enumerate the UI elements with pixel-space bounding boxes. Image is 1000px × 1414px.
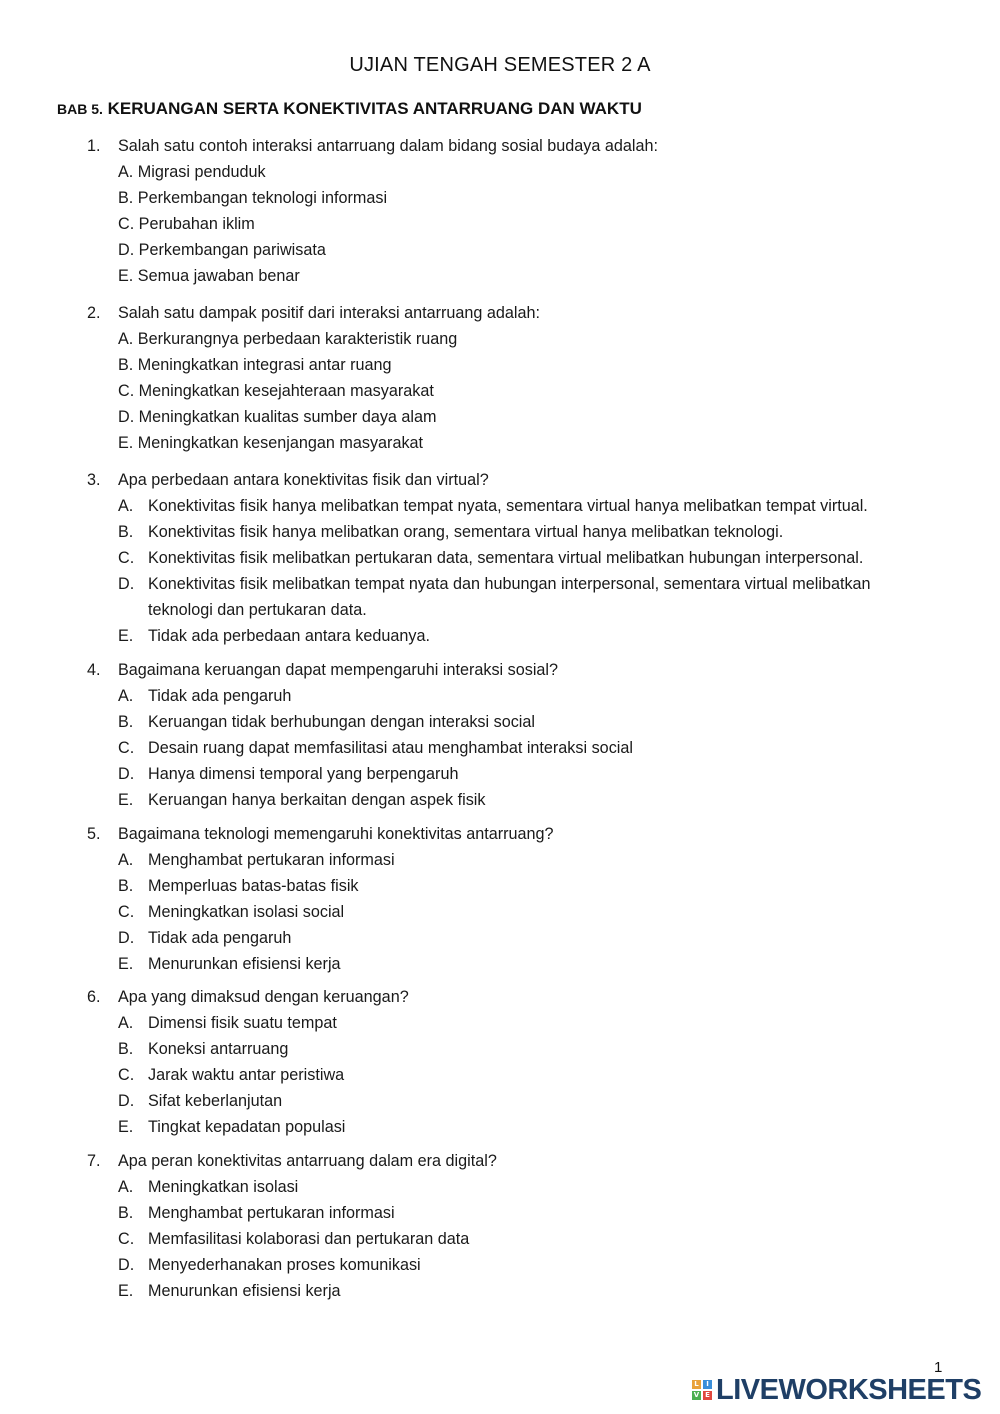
option-letter: B. — [118, 1040, 134, 1058]
answer-option[interactable] — [0, 1088, 1000, 1114]
question-header — [0, 467, 1000, 493]
answer-option[interactable]: C. Perubahan iklim — [118, 215, 255, 233]
question-text: Bagaimana teknologi memengaruhi konektivitas antarruang? — [118, 825, 554, 843]
answer-option[interactable]: E. Meningkatkan kesenjangan masyarakat — [118, 434, 424, 452]
option-text: Tidak ada pengaruh — [148, 687, 292, 705]
option-text: Konektivitas fisik melibatkan pertukaran data, sementara virtual melibatkan hubungan interpersonal. — [148, 549, 864, 567]
option-letter: A. — [118, 687, 134, 705]
option-letter: E. — [118, 955, 134, 973]
logo-grid-icon — [692, 1380, 712, 1400]
option-letter: C. — [118, 549, 135, 567]
option-letter: D. — [118, 1256, 135, 1274]
liveworksheets-logo — [692, 1374, 981, 1406]
logo-grid-cell: V — [693, 1391, 700, 1399]
option-text: Menurunkan efisiensi kerja — [148, 1282, 341, 1300]
option-letter: D. — [118, 575, 135, 593]
answer-option[interactable] — [0, 1278, 1000, 1304]
answer-option[interactable] — [0, 1010, 1000, 1036]
page-number: 1 — [934, 1359, 943, 1376]
question-header — [0, 821, 1000, 847]
question-number: 1. — [87, 137, 101, 155]
option-text: Memperluas batas-batas fisik — [148, 877, 359, 895]
question-2 — [0, 300, 1000, 456]
answer-option[interactable] — [0, 847, 1000, 873]
question-text: Salah satu dampak positif dari interaksi antarruang adalah: — [118, 304, 541, 322]
answer-option[interactable] — [0, 683, 1000, 709]
option-text: Konektivitas fisik hanya melibatkan orang, sementara virtual hanya melibatkan teknologi. — [148, 523, 784, 541]
answer-option[interactable]: A. Berkurangnya perbedaan karakteristik ruang — [118, 330, 458, 348]
question-number: 6. — [87, 988, 101, 1006]
question-header — [0, 133, 1000, 159]
option-letter: C. — [118, 903, 135, 921]
option-text: Menurunkan efisiensi kerja — [148, 955, 341, 973]
option-letter: E. — [118, 791, 134, 809]
option-text: Meningkatkan isolasi — [148, 1178, 299, 1196]
question-header — [0, 657, 1000, 683]
option-text: Keruangan tidak berhubungan dengan interaksi social — [148, 713, 535, 731]
question-text: Salah satu contoh interaksi antarruang dalam bidang sosial budaya adalah: — [118, 137, 658, 155]
option-letter: C. — [118, 739, 135, 757]
question-number: 4. — [87, 661, 101, 679]
option-text: Hanya dimensi temporal yang berpengaruh — [148, 765, 459, 783]
option-letter: D. — [118, 765, 135, 783]
option-letter: E. — [118, 1118, 134, 1136]
chapter-name: KERUANGAN SERTA KONEKTIVITAS ANTARRUANG DAN WAKTU — [102, 99, 642, 118]
answer-option[interactable] — [0, 623, 1000, 649]
question-5 — [0, 821, 1000, 977]
answer-option[interactable]: C. Meningkatkan kesejahteraan masyarakat — [118, 382, 434, 400]
answer-option[interactable]: D. Perkembangan pariwisata — [118, 241, 326, 259]
option-letter: E. — [118, 627, 134, 645]
answer-option[interactable] — [0, 493, 1000, 519]
question-text: Bagaimana keruangan dapat mempengaruhi interaksi sosial? — [118, 661, 559, 679]
answer-option[interactable]: B. Meningkatkan integrasi antar ruang — [118, 356, 392, 374]
option-letter: A. — [118, 497, 134, 515]
option-text: Koneksi antarruang — [148, 1040, 289, 1058]
option-letter: E. — [118, 1282, 134, 1300]
answer-option[interactable] — [0, 1036, 1000, 1062]
question-header — [0, 984, 1000, 1010]
option-text: Konektivitas fisik melibatkan tempat nyata dan hubungan interpersonal, sementara virtual melibatkan teknologi dan pertukaran data. — [148, 575, 871, 619]
answer-option[interactable]: E. Semua jawaban benar — [118, 267, 300, 285]
option-text: Sifat keberlanjutan — [148, 1092, 283, 1110]
option-text: Memfasilitasi kolaborasi dan pertukaran data — [148, 1230, 470, 1248]
option-letter: C. — [118, 1066, 135, 1084]
option-text: Tidak ada perbedaan antara keduanya. — [148, 627, 430, 645]
option-text: Tingkat kepadatan populasi — [148, 1118, 346, 1136]
page-title: UJIAN TENGAH SEMESTER 2 A — [349, 54, 651, 76]
question-header — [0, 1148, 1000, 1174]
chapter-prefix: BAB 5. — [57, 101, 103, 117]
question-header — [0, 300, 1000, 326]
option-letter: C. — [118, 1230, 135, 1248]
logo-grid-cell: L — [692, 1380, 701, 1389]
option-text: Desain ruang dapat memfasilitasi atau menghambat interaksi social — [148, 739, 633, 757]
question-7 — [0, 1148, 1000, 1304]
answer-option[interactable] — [0, 571, 1000, 623]
answer-option[interactable] — [0, 925, 1000, 951]
logo-grid-cell: E — [703, 1391, 712, 1400]
answer-option[interactable] — [0, 787, 1000, 813]
option-text: Keruangan hanya berkaitan dengan aspek fisik — [148, 791, 486, 809]
option-text: Menyederhanakan proses komunikasi — [148, 1256, 421, 1274]
answer-option[interactable] — [0, 1226, 1000, 1252]
option-text: Menghambat pertukaran informasi — [148, 851, 395, 869]
logo-grid-cell: I — [703, 1380, 712, 1389]
answer-option[interactable] — [0, 951, 1000, 977]
option-text: Jarak waktu antar peristiwa — [148, 1066, 345, 1084]
answer-option[interactable] — [0, 1200, 1000, 1226]
answer-option[interactable] — [0, 709, 1000, 735]
answer-option[interactable] — [0, 1062, 1000, 1088]
option-letter: B. — [118, 713, 134, 731]
answer-option[interactable]: B. Perkembangan teknologi informasi — [118, 189, 388, 207]
question-number: 2. — [87, 304, 101, 322]
answer-option[interactable] — [0, 761, 1000, 787]
option-text: Konektivitas fisik hanya melibatkan tempat nyata, sementara virtual hanya melibatkan tempat virtual. — [148, 497, 868, 515]
answer-option[interactable] — [0, 735, 1000, 761]
question-text: Apa peran konektivitas antarruang dalam era digital? — [118, 1152, 497, 1170]
question-6 — [0, 984, 1000, 1140]
question-number: 7. — [87, 1152, 101, 1170]
option-letter: A. — [118, 1014, 134, 1032]
option-letter: B. — [118, 523, 134, 541]
option-text: Menghambat pertukaran informasi — [148, 1204, 395, 1222]
answer-option[interactable] — [0, 1252, 1000, 1278]
answer-option[interactable] — [0, 1174, 1000, 1200]
question-4 — [0, 657, 1000, 813]
option-text: Meningkatkan isolasi social — [148, 903, 345, 921]
option-letter: A. — [118, 851, 134, 869]
logo-text: LIVEWORKSHEETS — [716, 1373, 982, 1406]
question-1 — [0, 133, 1000, 289]
question-text: Apa yang dimaksud dengan keruangan? — [118, 988, 409, 1006]
question-3 — [0, 467, 1000, 649]
option-letter: D. — [118, 929, 135, 947]
answer-option[interactable] — [0, 873, 1000, 899]
option-text: Dimensi fisik suatu tempat — [148, 1014, 337, 1032]
answer-option[interactable] — [0, 545, 1000, 571]
option-letter: A. — [118, 1178, 134, 1196]
question-number: 3. — [87, 471, 101, 489]
answer-option[interactable] — [0, 1114, 1000, 1140]
answer-option[interactable] — [0, 899, 1000, 925]
option-letter: B. — [118, 1204, 134, 1222]
option-letter: B. — [118, 877, 134, 895]
answer-option[interactable]: A. Migrasi penduduk — [118, 163, 266, 181]
answer-option[interactable]: D. Meningkatkan kualitas sumber daya alam — [118, 408, 437, 426]
answer-option[interactable] — [0, 519, 1000, 545]
option-letter: D. — [118, 1092, 135, 1110]
chapter-heading — [57, 99, 642, 119]
question-number: 5. — [87, 825, 101, 843]
question-text: Apa perbedaan antara konektivitas fisik dan virtual? — [118, 471, 489, 489]
option-text: Tidak ada pengaruh — [148, 929, 292, 947]
